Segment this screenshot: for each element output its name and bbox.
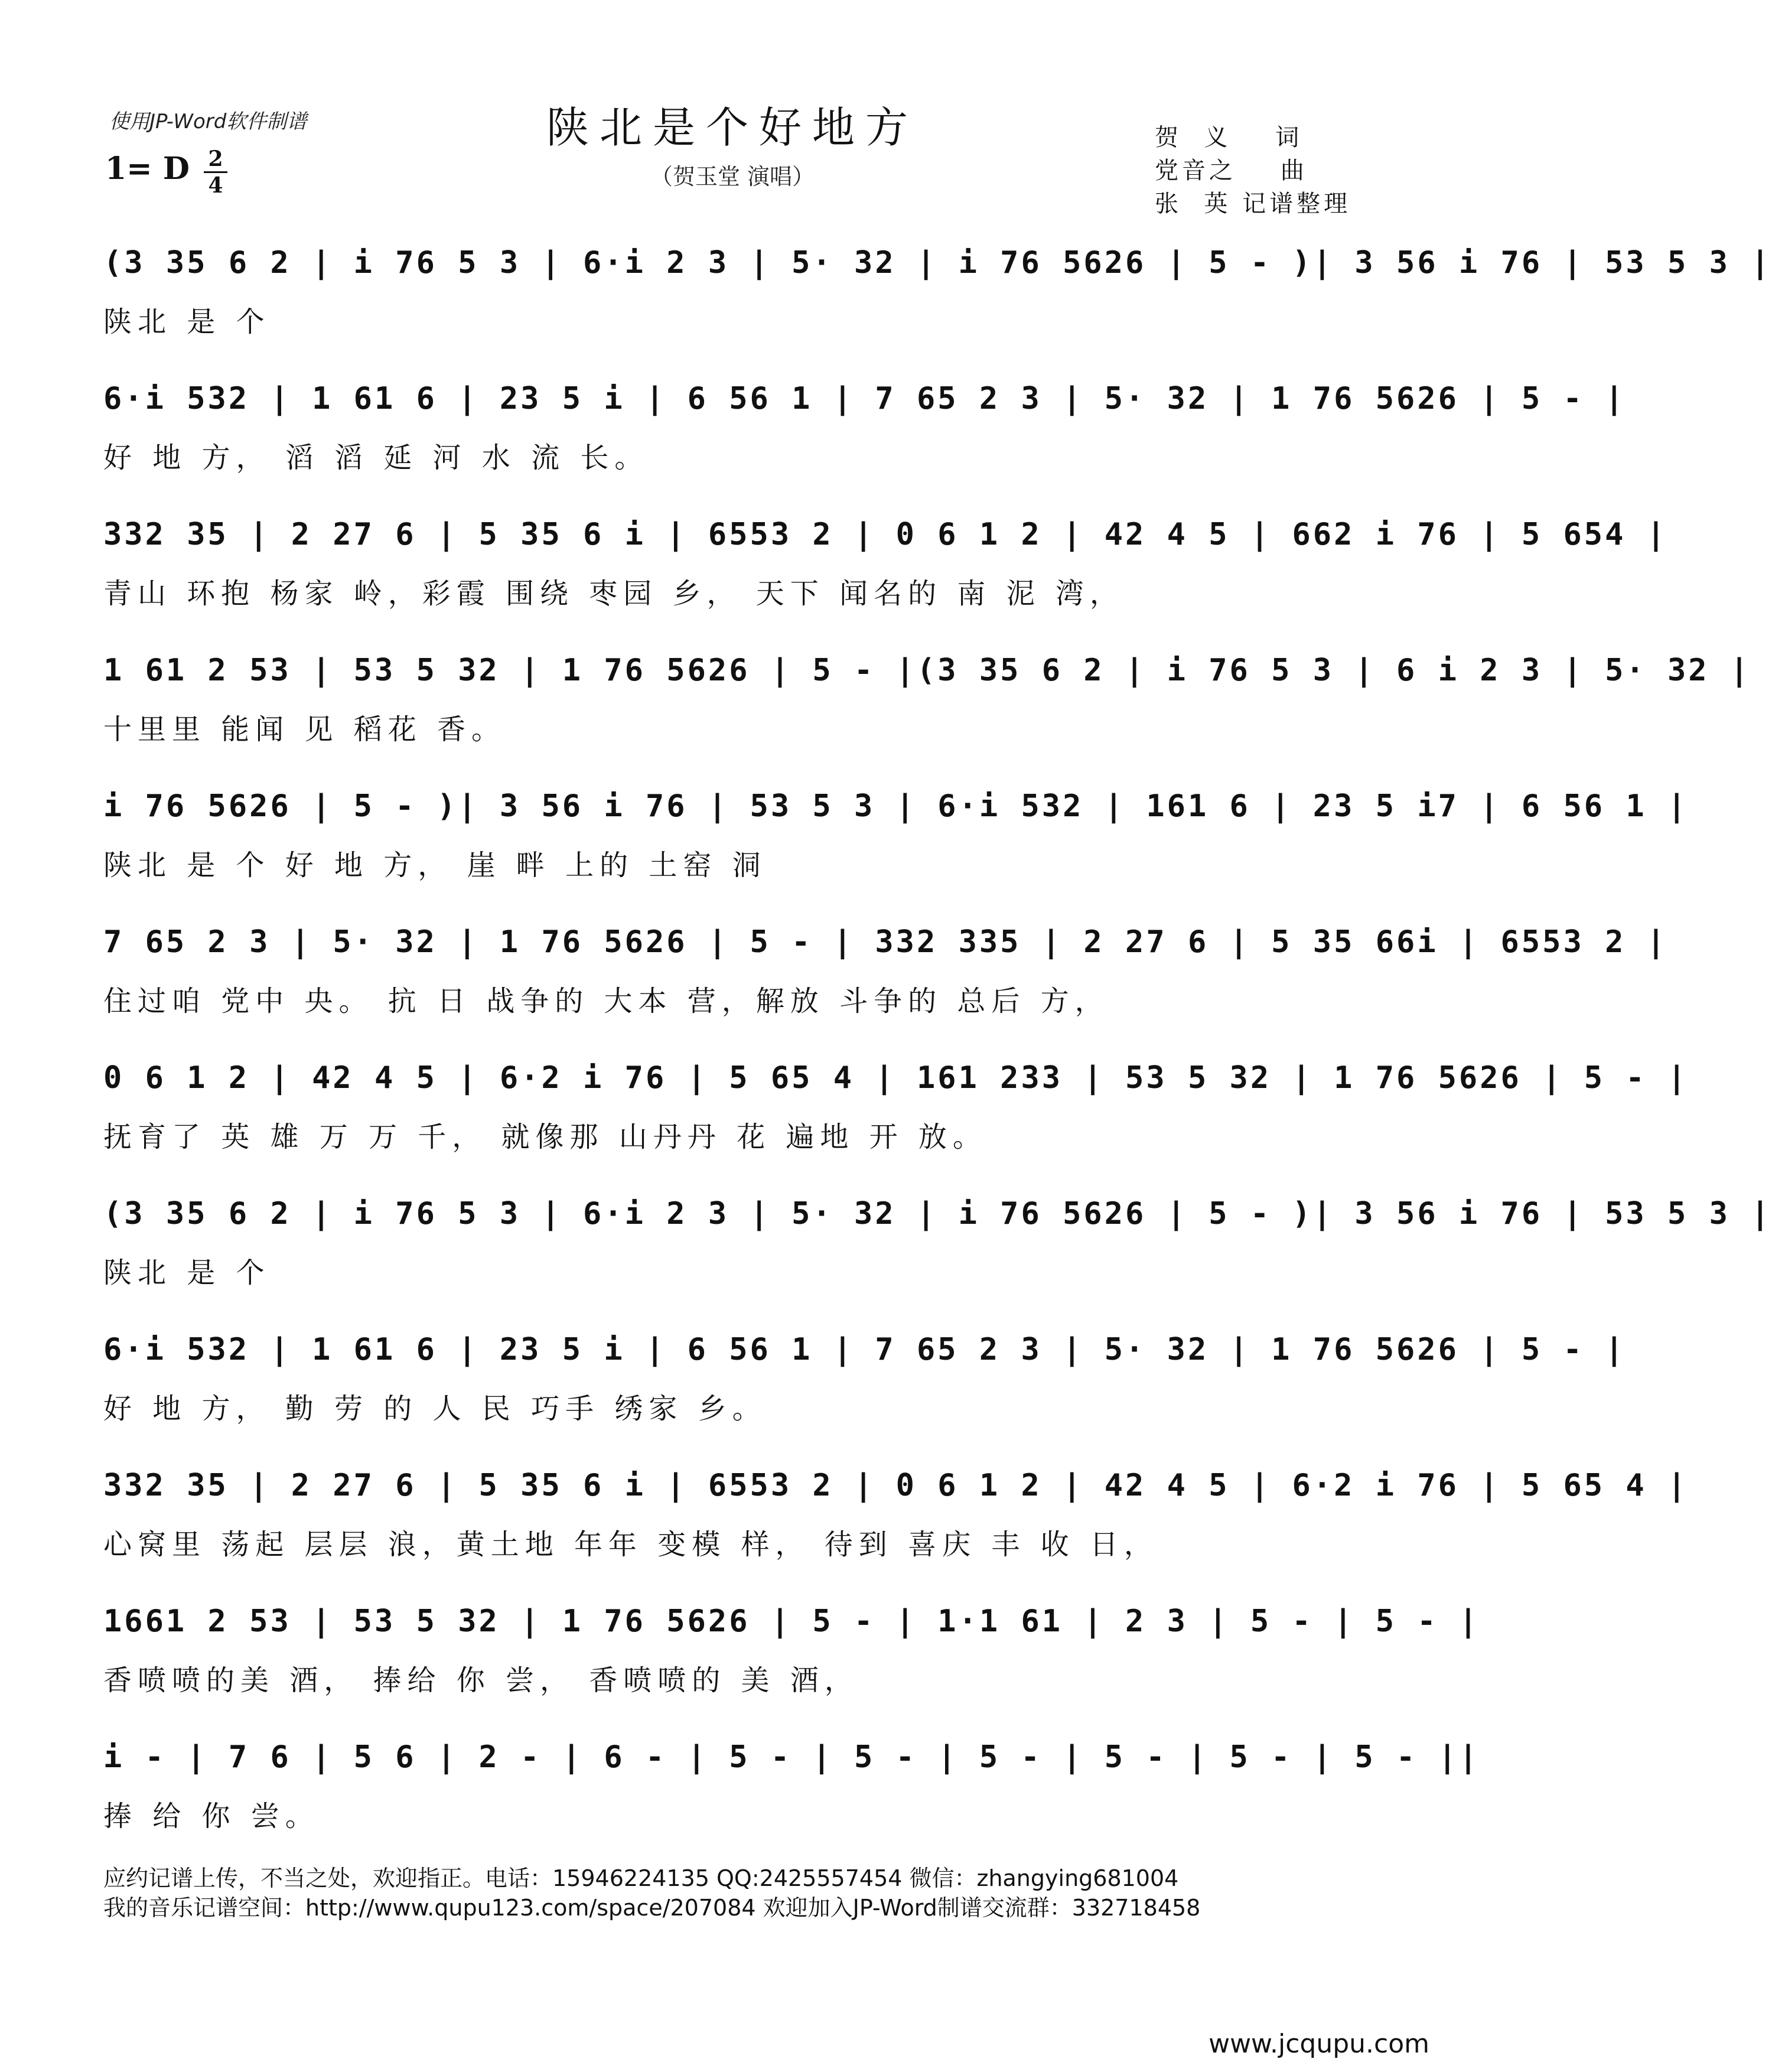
arranger: 张 英 记谱整理: [1155, 190, 1351, 217]
notation-line: i - | 7 6 | 5 6 | 2 - | 6 - | 5 - | 5 - | 5 - | 5 - | 5 - | 5 - ||: [103, 1739, 1480, 1775]
page-title: 陕北是个好地方: [546, 103, 918, 152]
composer: 党音之 曲: [1155, 157, 1308, 184]
lyrics-line: 心窝里 荡起 层层 浪，黄土地 年年 变模 样， 待到 喜庆 丰 收 日，: [103, 1528, 1158, 1561]
site-watermark: www.jcqupu.com: [1209, 2029, 1429, 2059]
lyrics-line: 住过咱 党中 央。 抗 日 战争的 大本 营，解放 斗争的 总后 方，: [103, 985, 1109, 1018]
singer-credit: （贺玉堂 演唱）: [650, 164, 815, 190]
notation-line: 332 35 | 2 27 6 | 5 35 6 i | 6553 2 | 0 6 1 2 | 42 4 5 | 662 i 76 | 5 654 |: [103, 517, 1667, 552]
lyrics-line: 抚育了 英 雄 万 万 千， 就像那 山丹丹 花 遍地 开 放。: [103, 1120, 987, 1154]
lyrics-line: 陕北 是 个: [103, 305, 271, 338]
time-bottom: 4: [208, 173, 223, 198]
notation-line: 6·i 532 | 1 61 6 | 23 5 i | 6 56 1 | 7 65 2 3 | 5· 32 | 1 76 5626 | 5 - |: [103, 381, 1626, 416]
time-top: 2: [208, 146, 223, 171]
key-signature: 1= D: [105, 151, 190, 187]
footer: [103, 1864, 1200, 1923]
lyrics-line: 青山 环抱 杨家 岭，彩霞 围绕 枣园 乡， 天下 闻名的 南 泥 湾，: [103, 577, 1124, 610]
notation-line: 1 61 2 53 | 53 5 32 | 1 76 5626 | 5 - |(3 35 6 2 | i 76 5 3 | 6 i 2 3 | 5· 32 |: [103, 653, 1751, 688]
notation-line: (3 35 6 2 | i 76 5 3 | 6·i 2 3 | 5· 32 | i 76 5626 | 5 - )| 3 56 i 76 | 53 5 3 |: [103, 1196, 1772, 1232]
software-note: 使用JP-Word软件制谱: [109, 110, 307, 133]
notation-line: 1661 2 53 | 53 5 32 | 1 76 5626 | 5 - | 1·1 61 | 2 3 | 5 - | 5 - |: [103, 1604, 1480, 1639]
footer-line-2: 我的音乐记谱空间：http://www.qupu123.com/space/207084 欢迎加入JP-Word制谱交流群：332718458: [103, 1895, 1201, 1921]
lyrics-line: 好 地 方， 滔 滔 延 河 水 流 长。: [103, 441, 649, 474]
lyrics-line: 捧 给 你 尝。: [103, 1800, 320, 1833]
credits: [1155, 121, 1351, 220]
lyrics-line: 香喷喷的美 酒， 捧给 你 尝， 香喷喷的 美 酒，: [103, 1664, 859, 1697]
notation-line: (3 35 6 2 | i 76 5 3 | 6·i 2 3 | 5· 32 | i 76 5626 | 5 - )| 3 56 i 76 | 53 5 3 |: [103, 245, 1772, 281]
footer-line-1: 应约记谱上传，不当之处，欢迎指正。电话：15946224135 QQ:2425557454 微信：zhangying681004: [103, 1865, 1179, 1891]
lyrics-line: 好 地 方， 勤 劳 的 人 民 巧手 绣家 乡。: [103, 1392, 767, 1425]
notation-line: 7 65 2 3 | 5· 32 | 1 76 5626 | 5 - | 332 335 | 2 27 6 | 5 35 66i | 6553 2 |: [103, 924, 1667, 960]
lyrics-line: 十里里 能闻 见 稻花 香。: [103, 713, 506, 746]
notation-line: 0 6 1 2 | 42 4 5 | 6·2 i 76 | 5 65 4 | 161 233 | 53 5 32 | 1 76 5626 | 5 - |: [103, 1060, 1689, 1096]
lyrics-line: 陕北 是 个 好 地 方， 崖 畔 上的 土窑 洞: [103, 849, 767, 882]
notation-line: 332 35 | 2 27 6 | 5 35 6 i | 6553 2 | 0 6 1 2 | 42 4 5 | 6·2 i 76 | 5 65 4 |: [103, 1468, 1689, 1503]
notation-line: 6·i 532 | 1 61 6 | 23 5 i | 6 56 1 | 7 65 2 3 | 5· 32 | 1 76 5626 | 5 - |: [103, 1332, 1626, 1367]
notation-line: i 76 5626 | 5 - )| 3 56 i 76 | 53 5 3 | 6·i 532 | 161 6 | 23 5 i7 | 6 56 1 |: [103, 789, 1689, 824]
lyricist: 贺 义 词: [1155, 124, 1303, 151]
lyrics-line: 陕北 是 个: [103, 1256, 271, 1289]
